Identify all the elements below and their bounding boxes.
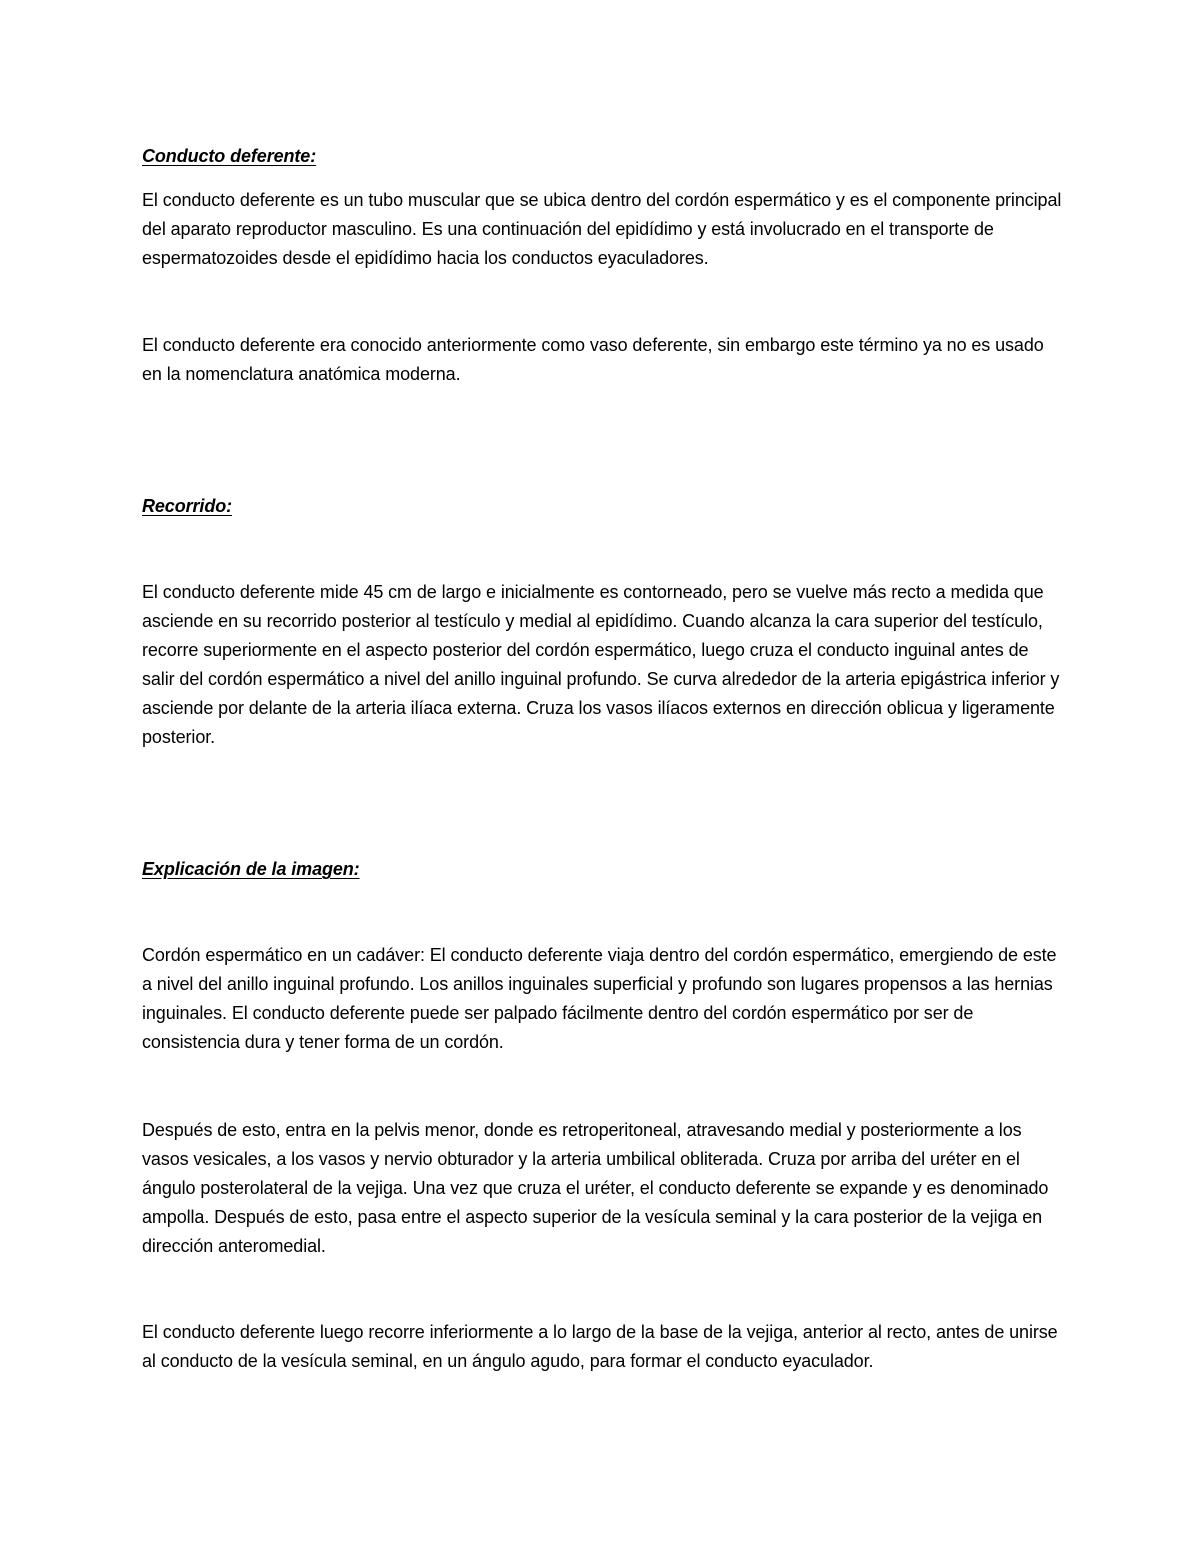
heading-explicacion-imagen: Explicación de la imagen: (142, 859, 360, 879)
heading-recorrido: Recorrido: (142, 496, 233, 516)
paragraph-cordon-cadaver: Cordón espermático en un cadáver: El conducto deferente viaja dentro del cordón espermático, emergiendo de este a nivel del anillo inguinal profundo. Los anillos inguinales superficial y profundo son lugares propensos a las hernias inguinales. El conducto deferente puede ser palpado fácilmente dentro del cordón espermático por ser de consistencia dura y tener forma de un cordón. (142, 945, 1057, 1052)
heading-conducto-deferente: Conducto deferente: (142, 146, 317, 166)
paragraph-definition: El conducto deferente es un tubo muscular que se ubica dentro del cordón espermático y es el componente principal del aparato reproductor masculino. Es una continuación del epidídimo y está involucrado en el transporte de espermatozoides desde el epidídimo hacia los conductos eyaculadores. (142, 190, 1062, 268)
paragraph-recorrido: El conducto deferente mide 45 cm de largo e inicialmente es contorneado, pero se vuelve más recto a medida que asciende en su recorrido posterior al testículo y medial al epidídimo. Cuando alcanza la cara superior del testículo, recorre superiormente en el aspecto posterior del cordón espermático, luego cruza el conducto inguinal antes de salir del cordón espermático a nivel del anillo inguinal profundo. Se curva alrededor de la arteria epigástrica inferior y asciende por delante de la arteria ilíaca externa. Cruza los vasos ilíacos externos en dirección oblicua y ligeramente posterior. (142, 582, 1060, 747)
paragraph-conducto-eyaculador: El conducto deferente luego recorre inferiormente a lo largo de la base de la vejiga, anterior al recto, antes de unirse al conducto de la vesícula seminal, en un ángulo agudo, para formar el conducto eyaculador. (142, 1322, 1058, 1371)
paragraph-former-name: El conducto deferente era conocido anteriormente como vaso deferente, sin embargo este término ya no es usado en la nomenclatura anatómica moderna. (142, 335, 1044, 384)
paragraph-pelvis-menor: Después de esto, entra en la pelvis menor, donde es retroperitoneal, atravesando medial y posteriormente a los vasos vesicales, a los vasos y nervio obturador y la arteria umbilical obliterada. Cruza por arriba del uréter en el ángulo posterolateral de la vejiga. Una vez que cruza el uréter, el conducto deferente se expande y es denominado ampolla. Después de esto, pasa entre el aspecto superior de la vesícula seminal y la cara posterior de la vejiga en dirección anteromedial. (142, 1120, 1049, 1256)
